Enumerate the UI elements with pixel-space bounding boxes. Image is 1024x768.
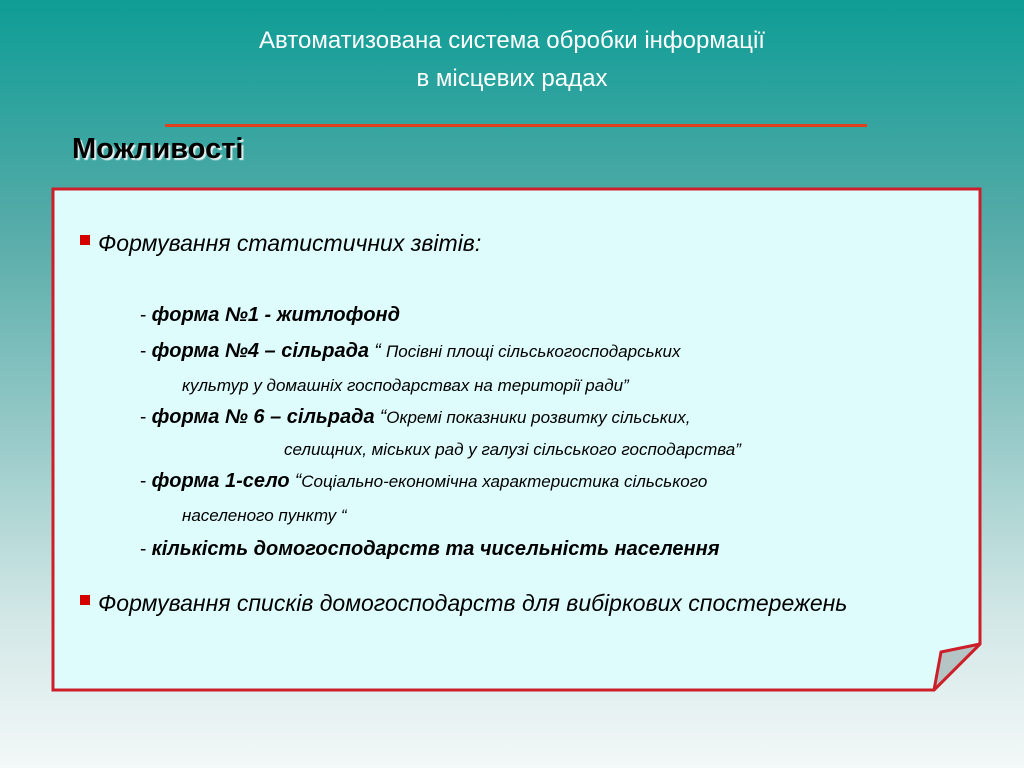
form-1-selo-description-cont: населеного пункту “ [182,506,347,525]
section-title: Можливості [72,133,244,165]
bullet-item-lists [80,588,870,619]
list-item-households: - кількість домогосподарств та чисельність населення [140,538,720,560]
form-6-description-cont: селищних, міських рад у галузі сільського господарства” [284,440,741,459]
square-bullet-icon [80,235,90,245]
form-1-selo-description: Соціально-економічна характеристика сільського [301,472,708,491]
square-bullet-icon [80,595,90,605]
list-item-form-4: - форма №4 – сільрада “ Посівні площі сільськогосподарських [140,340,681,362]
form-4-label: форма №4 – сільрада [151,340,370,362]
form-1-selo-label: форма 1-село [151,470,290,492]
form-4-description-cont: культур у домашніх господарствах на території ради” [182,376,629,395]
page-curl-icon [934,644,980,690]
form-1-label: форма №1 - житлофонд [151,304,400,326]
bullet-text-lists: Формування списків домогосподарств для вибіркових спостережень [98,590,848,616]
form-4-description: Посівні площі сільськогосподарських [385,342,681,361]
list-item-form-6: - форма № 6 – сільрада “Окремі показники розвитку сільських, [140,406,691,428]
list-item-form-1: - форма №1 - житлофонд [140,304,400,326]
bullet-text-reports: Формування статистичних звітів: [98,230,482,256]
header-line-1: Автоматизована система обробки інформації [259,27,765,54]
card-content [80,228,960,616]
bullet-item-reports [80,228,960,259]
form-6-description: Окремі показники розвитку сільських, [386,408,691,427]
form-6-label: форма № 6 – сільрада [151,406,375,428]
header-line-2: в місцевих радах [416,65,608,92]
list-item-form-1-selo: - форма 1-село “Соціально-економічна характеристика сільського [140,470,708,492]
households-label: кількість домогосподарств та чисельність населення [151,538,720,560]
